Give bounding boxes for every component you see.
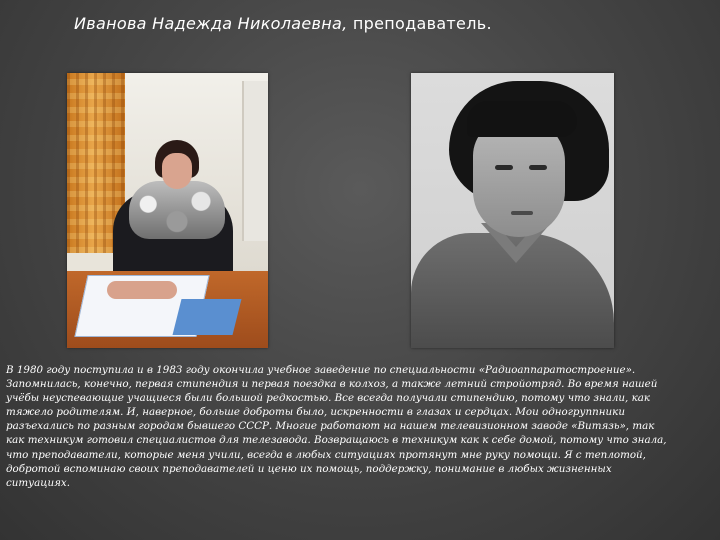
figure-face-shape xyxy=(162,153,192,189)
bio-line: Запомнилась, конечно, первая стипендия и первая поездка в колхоз, а также летний стройотряд. Во время нашей xyxy=(6,378,658,391)
portrait-fringe-shape xyxy=(467,101,577,137)
page-title xyxy=(74,14,492,33)
fur-collar-shape xyxy=(129,181,225,239)
bio-line: что преподаватели, которые меня учили, всегда в любых ситуациях протянут мне руку помощи. Я с теплотой, xyxy=(6,448,646,461)
portrait-eye-right xyxy=(529,165,547,170)
bio-line: разъехались по разным городам бывшего СССР. Многие работают на нашем телевизионном заводе «Витязь», так xyxy=(6,420,655,433)
biography-text xyxy=(6,363,712,490)
teacher-role: преподаватель. xyxy=(347,14,492,33)
portrait-mouth xyxy=(511,211,533,215)
hands-shape xyxy=(107,281,177,299)
bio-line: тяжело родителям. И, наверное, больше доброты было, искренности в глазах и сердцах. Мои одногруппники xyxy=(6,406,625,419)
photo-color-at-desk xyxy=(67,73,268,348)
bio-line: учёбы неуспевающие учащиеся были большой редкостью. Все всегда получали стипендию, потому что знали, как xyxy=(6,392,651,405)
bio-line: ситуациях. xyxy=(6,476,70,489)
bio-line: В 1980 году поступила и в 1983 году окончила учебное заведение по специальности «Радиоаппаратостроение». xyxy=(6,364,636,376)
photo-bw-portrait xyxy=(411,73,614,348)
bio-line: добротой вспоминаю своих преподавателей и ценю их помощь, поддержку, понимание в любых жизненных xyxy=(6,462,612,475)
teacher-name: Иванова Надежда Николаевна, xyxy=(74,14,348,33)
window-frame-shape xyxy=(242,81,268,241)
folder-shape xyxy=(173,299,242,335)
portrait-eye-left xyxy=(495,165,513,170)
bio-line: как техникум готовил специалистов для телезавода. Возвращаюсь в техникум как к себе домой, потому что знала, xyxy=(6,434,667,447)
